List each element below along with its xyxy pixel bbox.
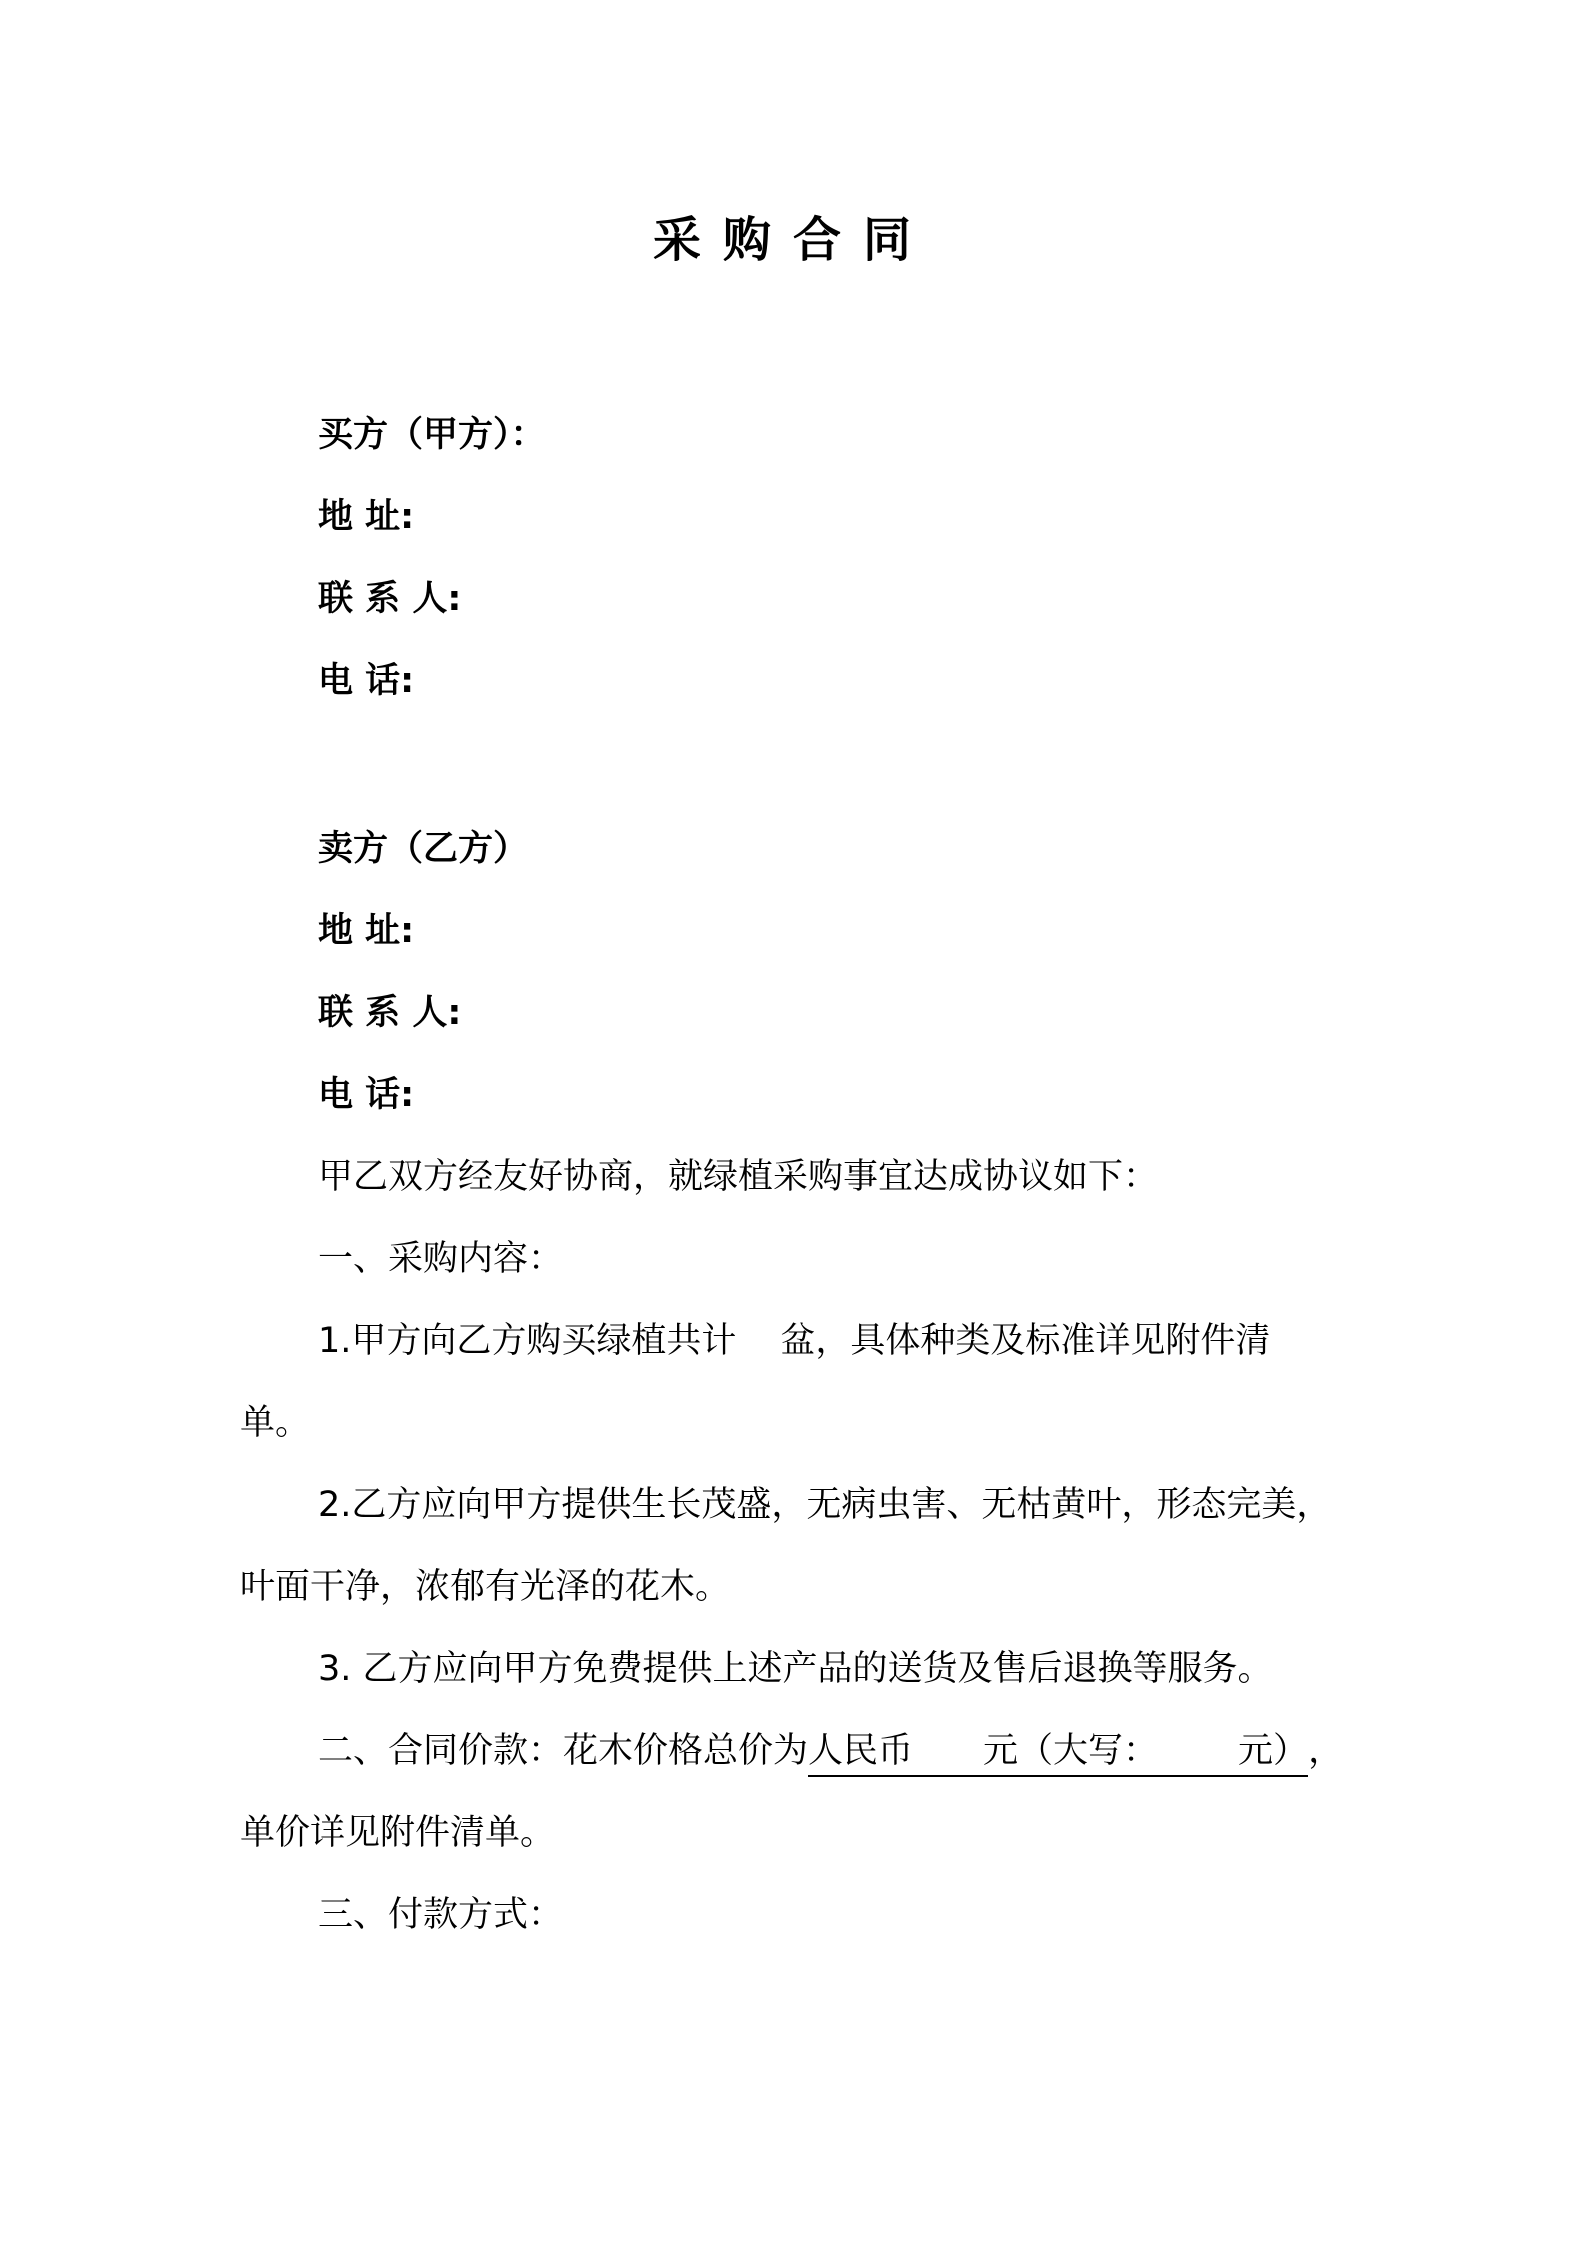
item1-text-b: 盆，具体种类及标准详见附件清	[780, 1321, 1271, 1361]
section1-item2-line2: 叶面干净，浓郁有光泽的花木。	[240, 1567, 731, 1607]
section2-price-line	[318, 1728, 1343, 1777]
price-label: 二、合同价款：花木价格总价为	[318, 1731, 809, 1771]
section1-item1-continuation: 单。	[240, 1403, 311, 1443]
price-underline-field	[808, 1729, 1308, 1777]
section1-item2-line1: 2.乙方应向甲方提供生长茂盛，无病虫害、无枯黄叶，形态完美，	[318, 1485, 1332, 1525]
section3-heading: 三、付款方式：	[318, 1895, 564, 1935]
yuan-upper-label: 元（大写：	[983, 1731, 1159, 1771]
section1-heading: 一、采购内容：	[318, 1239, 564, 1279]
section2-continuation: 单价详见附件清单。	[240, 1813, 556, 1853]
buyer-address-label: 地 址:	[318, 497, 415, 537]
seller-contact-label: 联 系 人:	[318, 993, 462, 1033]
seller-address-label: 地 址:	[318, 911, 415, 951]
section1-item3: 3. 乙方应向甲方免费提供上述产品的送货及售后退换等服务。	[318, 1649, 1273, 1689]
buyer-phone-label: 电 话:	[318, 661, 415, 701]
seller-heading: 卖方（乙方）	[318, 829, 529, 869]
buyer-heading: 买方（甲方）：	[318, 415, 546, 455]
section1-item1	[318, 1318, 1270, 1364]
item1-text-a: 1.甲方向乙方购买绿植共计	[318, 1321, 737, 1361]
price-trailing-comma: ，	[1308, 1731, 1344, 1771]
seller-phone-label: 电 话:	[318, 1075, 415, 1115]
intro-paragraph: 甲乙双方经友好协商，就绿植采购事宜达成协议如下：	[318, 1157, 1159, 1197]
yuan-close-label: 元）	[1238, 1731, 1309, 1771]
currency-text: 人民币	[808, 1731, 914, 1771]
page-title: 采购合同	[652, 212, 933, 268]
buyer-contact-label: 联 系 人:	[318, 579, 462, 619]
